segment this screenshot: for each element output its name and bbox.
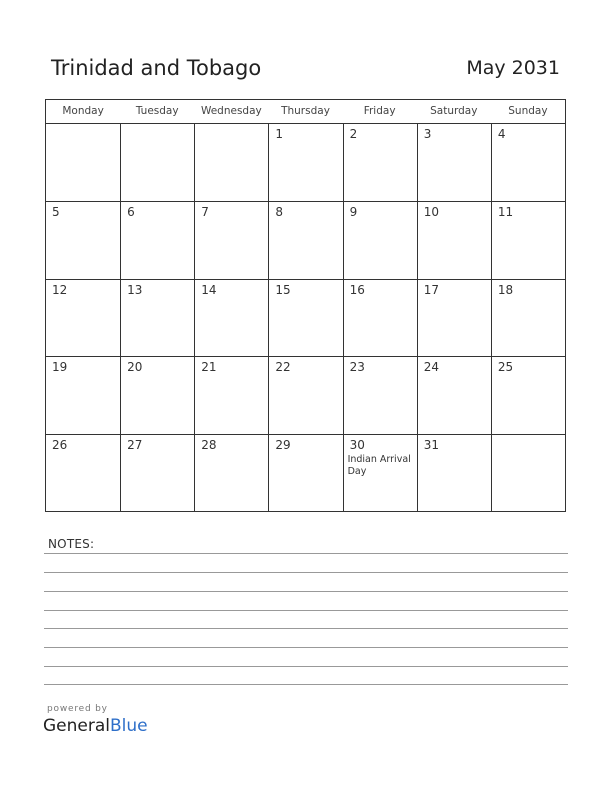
- day-number: 30: [349, 437, 365, 452]
- day-number: 11: [497, 205, 514, 220]
- day-number: 15: [275, 282, 291, 297]
- day-number: 1: [275, 127, 284, 141]
- generalblue-logo: [43, 716, 148, 736]
- day-number: 23: [349, 360, 365, 375]
- day-number: 9: [349, 205, 358, 220]
- note-line: [44, 572, 568, 573]
- weekday-monday: Monday: [62, 105, 104, 117]
- note-line: [44, 610, 568, 611]
- day-number: 16: [349, 282, 365, 297]
- day-cell: [417, 434, 491, 511]
- day-cell: [46, 201, 120, 278]
- day-number: 28: [201, 437, 217, 452]
- day-cell: [491, 124, 565, 201]
- weekday-saturday: Saturday: [430, 105, 478, 117]
- day-number: 4: [497, 127, 506, 141]
- day-number: 8: [275, 205, 284, 220]
- day-number: 29: [275, 437, 291, 452]
- day-number: 14: [201, 282, 217, 297]
- day-cell: [268, 124, 342, 201]
- day-cell: [417, 201, 491, 278]
- day-number: 18: [497, 282, 514, 297]
- day-cell: [343, 356, 417, 433]
- day-cell: [417, 124, 491, 201]
- day-number: 31: [423, 437, 439, 452]
- weekday-thursday: Thursday: [281, 105, 330, 117]
- day-cell: [268, 356, 342, 433]
- day-number: 13: [127, 282, 143, 297]
- day-cell: [343, 279, 417, 356]
- powered-by-text: powered by: [47, 704, 108, 714]
- country-title: Trinidad and Tobago: [51, 56, 262, 80]
- holiday-label: Indian Arrival Day: [347, 453, 411, 477]
- note-line: [44, 591, 568, 592]
- day-cell: [120, 434, 194, 511]
- day-number: 10: [423, 205, 439, 220]
- day-cell: [417, 356, 491, 433]
- weekday-header-row: [46, 100, 565, 124]
- weekday-tuesday: Tuesday: [135, 105, 179, 117]
- day-cell: [46, 124, 120, 201]
- day-cell: [194, 279, 268, 356]
- day-number: 22: [275, 360, 291, 375]
- note-line: [44, 628, 568, 629]
- notes-label: NOTES:: [48, 537, 95, 551]
- day-number: 12: [52, 282, 68, 297]
- note-line: [44, 647, 568, 648]
- day-cell: [491, 356, 565, 433]
- day-cell: [194, 434, 268, 511]
- day-cell: [268, 434, 342, 511]
- day-number: 21: [201, 360, 217, 375]
- note-line: [44, 553, 568, 554]
- day-number: 24: [423, 360, 439, 375]
- calendar-grid: [45, 99, 566, 512]
- weekday-wednesday: Wednesday: [200, 105, 262, 117]
- day-number: 7: [201, 205, 209, 220]
- day-number: 19: [52, 360, 68, 375]
- note-line: [44, 684, 568, 685]
- day-cell: [194, 124, 268, 201]
- day-cell: [491, 434, 565, 511]
- day-cell: [268, 279, 342, 356]
- weekday-sunday: Sunday: [508, 105, 548, 117]
- day-number: 17: [423, 282, 439, 297]
- day-cell: [120, 124, 194, 201]
- day-cell: [491, 279, 565, 356]
- day-number: 3: [423, 127, 432, 141]
- day-cell: [120, 356, 194, 433]
- month-year: May 2031: [466, 57, 560, 79]
- day-cell: [194, 356, 268, 433]
- day-cell: [343, 201, 417, 278]
- day-number: 27: [127, 437, 143, 452]
- day-cell: [46, 434, 120, 511]
- day-cell: [268, 201, 342, 278]
- day-cell: [46, 279, 120, 356]
- day-cell: [343, 434, 417, 511]
- day-cell: [120, 279, 194, 356]
- day-number: 20: [127, 360, 143, 375]
- day-number: 5: [52, 205, 60, 220]
- day-cell: [120, 201, 194, 278]
- day-number: 26: [52, 437, 68, 452]
- day-number: 6: [127, 205, 135, 220]
- weekday-friday: Friday: [363, 105, 396, 117]
- day-cell: [417, 279, 491, 356]
- day-cell: [46, 356, 120, 433]
- brand-blue: Blue: [110, 716, 148, 736]
- day-number: 25: [497, 360, 514, 375]
- day-number: 2: [349, 127, 358, 141]
- day-cell: [491, 201, 565, 278]
- brand-general: General: [43, 716, 110, 736]
- note-line: [44, 666, 568, 667]
- day-cell: [343, 124, 417, 201]
- day-cell: [194, 201, 268, 278]
